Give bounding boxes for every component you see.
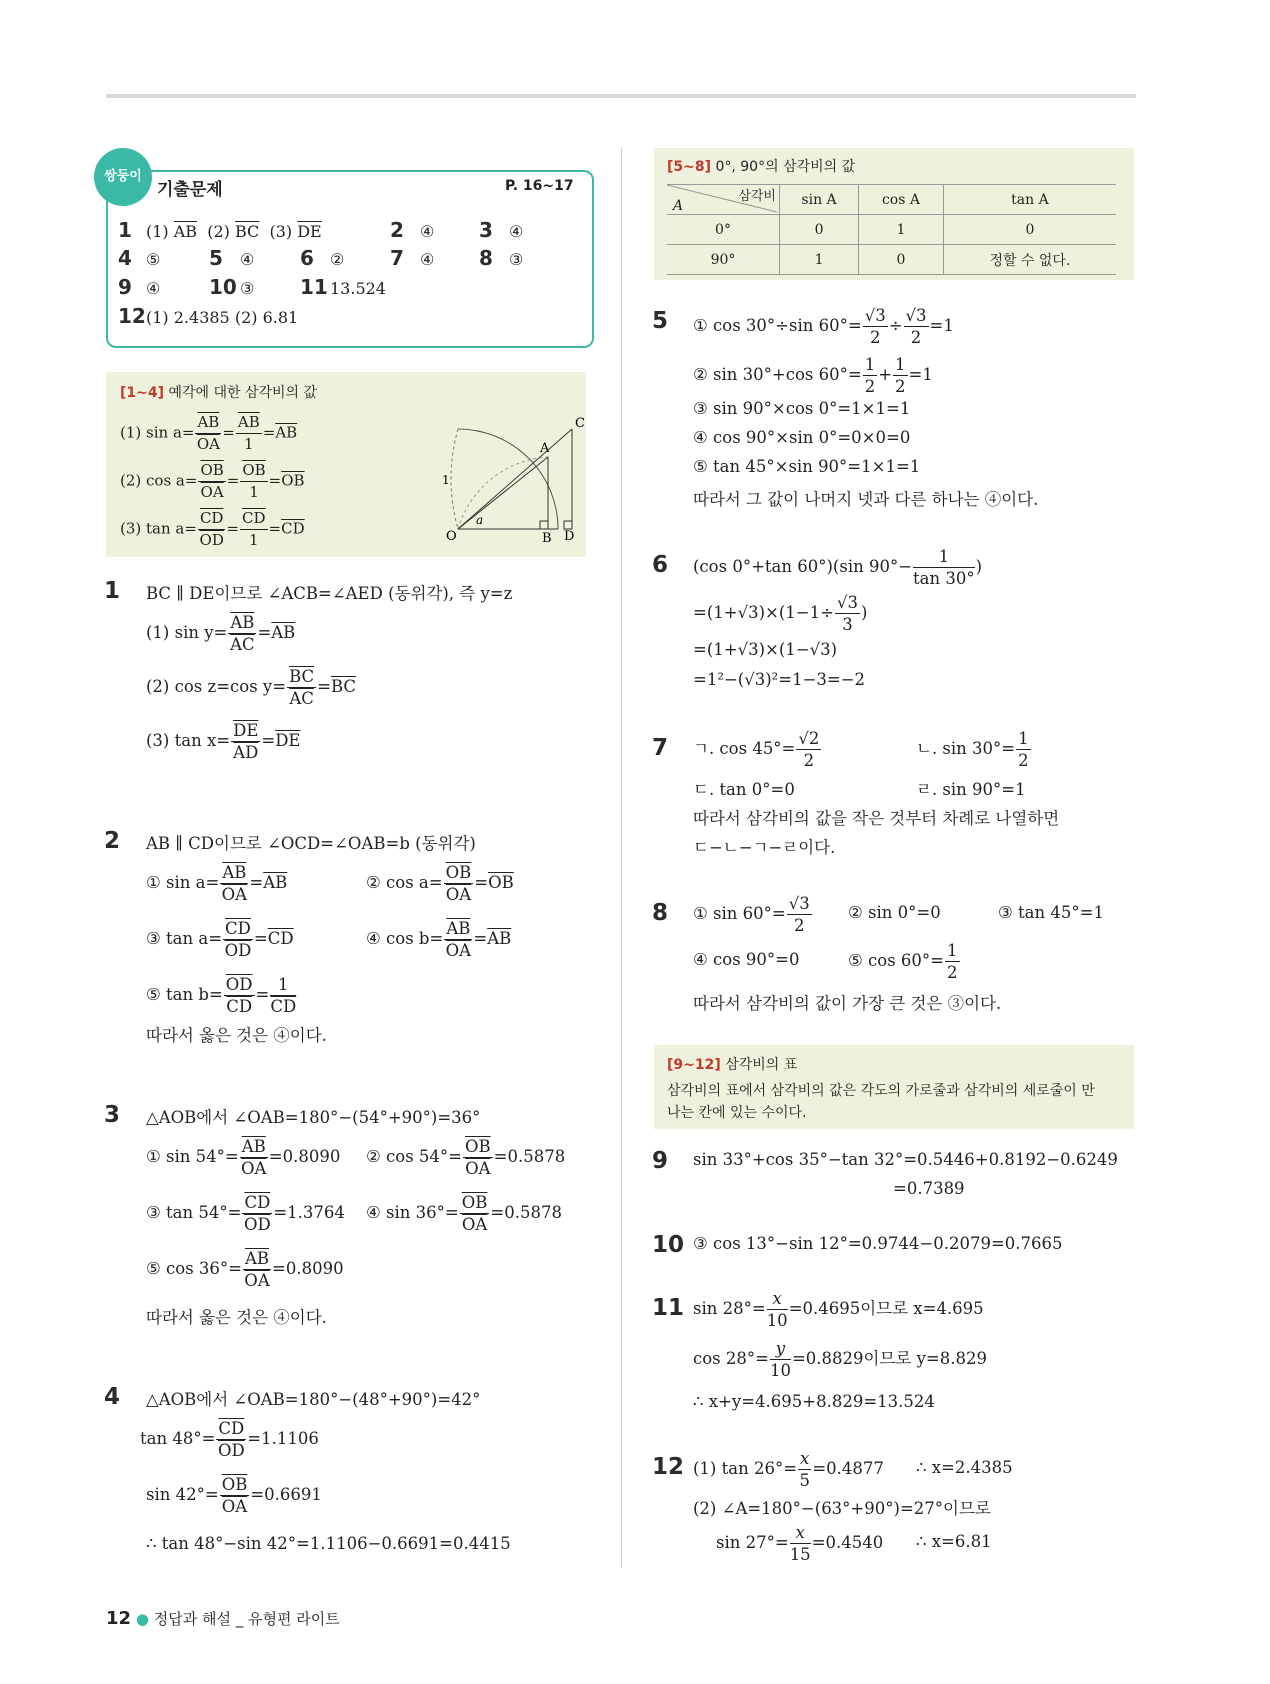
table-row: 0° 0 1 0: [667, 215, 1116, 245]
p3-a2: ② cos 54°= $\frac{\overline{OB}}{OA}$ =0.5878: [366, 1137, 566, 1178]
answer-val: ④: [146, 279, 161, 298]
p5-line1: ① cos 30°÷sin 60°= $\frac{√3}{2}$ ÷ $\frac{√3}{2}$ =1: [693, 306, 954, 347]
answer-val: ④: [509, 222, 524, 241]
problem-number: 3: [104, 1102, 121, 1128]
p6-line1: (cos 0°+tan 60°)(sin 90°− $\frac{1}{\tan 30^\circ}$ ): [693, 547, 983, 588]
fig-label: 1: [442, 473, 450, 487]
bullet-icon: ●: [135, 1610, 149, 1628]
unit-circle-figure: [440, 412, 585, 546]
table-header: sin A: [780, 185, 859, 215]
problem-number: 11: [652, 1295, 685, 1321]
sec14-line1: (1) sin a= $\frac{\overline{AB}}{OA}$ = $\frac{\overline{AB}}{1}$ $=\overline{AB}$: [120, 413, 298, 453]
p3-line0: △AOB에서 ∠OAB=180°−(54°+90°)=36°: [146, 1108, 481, 1127]
answer-num: 10: [209, 275, 237, 299]
p1-line0: BC ∥ DE이므로 ∠ACB=∠AED (동위각), 즉 y=z: [146, 584, 513, 603]
answer-val: ④: [240, 250, 255, 269]
p3-a4: ④ sin 36°= $\frac{\overline{OB}}{OA}$ =0.5878: [366, 1193, 562, 1234]
p7-conclusion2: ㄷ−ㄴ−ㄱ−ㄹ이다.: [693, 838, 836, 857]
p2-line0: AB ∥ CD이므로 ∠OCD=∠OAB=b (동위각): [146, 834, 476, 853]
problem-number: 6: [652, 552, 669, 578]
p6-line3: =(1+√3)×(1−√3): [693, 640, 838, 659]
p1-line2: (2) cos z=cos y= $\frac{\overline{BC}}{AC}$ $=\overline{BC}$: [146, 667, 357, 708]
p11-a1: sin 28°= $\frac{x}{10}$ =0.4695이므로 x=4.695: [693, 1289, 984, 1330]
p4-a2: sin 42°= $\frac{\overline{OB}}{OA}$ =0.6691: [146, 1475, 322, 1516]
answer-num: 1: [118, 218, 132, 242]
trig-table: [667, 184, 1116, 275]
answer-num: 11: [300, 275, 328, 299]
section-title: [5~8] 0°, 90°의 삼각비의 값: [667, 159, 856, 175]
top-rule: [106, 94, 1136, 98]
answer-val: ②: [330, 250, 345, 269]
answer-num: 5: [209, 246, 223, 270]
section-title: [9~12] 삼각비의 표: [667, 1057, 798, 1073]
section-title: [1~4] 예각에 대한 삼각비의 값: [120, 385, 318, 401]
table-row: 90° 1 0 정할 수 없다.: [667, 245, 1116, 275]
p3-conclusion: 따라서 옳은 것은 ④이다.: [146, 1308, 327, 1327]
answer-num: 7: [390, 246, 404, 270]
sec14-line2: (2) cos a= $\frac{\overline{OB}}{OA}$ = $\frac{\overline{OB}}{1}$ $=\overline{OB}$: [120, 461, 305, 501]
p3-a1: ① sin 54°= $\frac{\overline{AB}}{OA}$ =0.8090: [146, 1137, 341, 1178]
answer-num: 6: [300, 246, 314, 270]
problem-number: 2: [104, 828, 121, 854]
p7-a: ㄱ. cos 45°= $\frac{√2}{2}$: [693, 729, 820, 770]
column-divider: [621, 148, 622, 1568]
fig-label: D: [564, 529, 575, 544]
problem-number: 5: [652, 308, 669, 334]
p5-line5: ⑤ tan 45°×sin 90°=1×1=1: [693, 457, 921, 476]
fig-label: A: [540, 441, 550, 456]
problem-number: 4: [104, 1384, 121, 1410]
p11-conclusion: ∴ x+y=4.695+8.829=13.524: [693, 1392, 935, 1411]
section-desc: 나는 칸에 있는 수이다.: [667, 1105, 807, 1121]
p9-line1: sin 33°+cos 35°−tan 32°=0.5446+0.8192−0.6249: [693, 1150, 1118, 1169]
p5-line4: ④ cos 90°×sin 0°=0×0=0: [693, 428, 911, 447]
sec14-line3: (3) tan a= $\frac{\overline{CD}}{OD}$ = $\frac{\overline{CD}}{1}$ $=\overline{CD}$: [120, 509, 305, 549]
problem-number: 7: [652, 735, 669, 761]
problem-number: 8: [652, 900, 669, 926]
p8-a2: ② sin 0°=0: [848, 903, 941, 922]
p7-conclusion1: 따라서 삼각비의 값을 작은 것부터 차례로 나열하면: [693, 809, 1060, 828]
p12-r3: ∴ x=6.81: [916, 1532, 992, 1551]
answer-val: ④: [420, 222, 435, 241]
p7-c: ㄷ. tan 0°=0: [693, 780, 795, 799]
answer-num: 9: [118, 275, 132, 299]
p6-line2: =(1+√3)×(1−1÷ $\frac{√3}{3}$ ): [693, 593, 868, 634]
p4-line0: △AOB에서 ∠OAB=180°−(48°+90°)=42°: [146, 1390, 481, 1409]
p12-r1: ∴ x=2.4385: [916, 1458, 1013, 1477]
table-header: cos A: [859, 185, 944, 215]
footer-text: 정답과 해설 _ 유형편 라이트: [153, 1610, 340, 1628]
answer-val: (1) 2.4385 (2) 6.81: [146, 308, 299, 327]
answer-num: 4: [118, 246, 132, 270]
answer-val: ③: [240, 279, 255, 298]
answers-title: 기출문제: [157, 180, 223, 200]
p11-a2: cos 28°= $\frac{y}{10}$ =0.8829이므로 y=8.829: [693, 1339, 987, 1380]
p2-a1: ① sin a= $\frac{\overline{AB}}{OA}$ $=\overline{AB}$: [146, 863, 288, 904]
section-desc: 삼각비의 표에서 삼각비의 값은 각도의 가로줄과 삼각비의 세로줄이 만: [667, 1083, 1095, 1099]
answer-val: ⑤: [146, 250, 161, 269]
p4-a1: tan 48°= $\frac{\overline{CD}}{OD}$ =1.1106: [140, 1419, 319, 1460]
p2-conclusion: 따라서 옳은 것은 ④이다.: [146, 1026, 327, 1045]
p3-a3: ③ tan 54°= $\frac{\overline{CD}}{OD}$ =1.3764: [146, 1193, 345, 1234]
answer-num: 2: [390, 218, 404, 242]
p7-d: ㄹ. sin 90°=1: [916, 780, 1026, 799]
page-footer: [106, 1608, 340, 1629]
table-corner: 삼각비 A: [667, 185, 780, 215]
p8-conclusion: 따라서 삼각비의 값이 가장 큰 것은 ③이다.: [693, 994, 1002, 1013]
table-header: tan A: [943, 185, 1116, 215]
answer-val: ④: [420, 250, 435, 269]
fig-label: O: [446, 529, 457, 544]
problem-number: 1: [104, 578, 121, 604]
p3-a5: ⑤ cos 36°= $\frac{\overline{AB}}{OA}$ =0.8090: [146, 1249, 344, 1290]
answer-val: 13.524: [330, 279, 386, 298]
page-ref: P. 16~17: [505, 178, 574, 194]
page-number: 12: [106, 1608, 132, 1629]
p6-line4: =1²−(√3)²=1−3=−2: [693, 670, 866, 689]
p12-a3: sin 27°= $\frac{x}{15}$ =0.4540: [716, 1523, 884, 1564]
p1-line1: (1) sin y= $\frac{\overline{AB}}{AC}$ $=\overline{AB}$: [146, 613, 296, 654]
p2-a3: ③ tan a= $\frac{\overline{CD}}{OD}$ $=\overline{CD}$: [146, 919, 294, 960]
answer-val: ③: [509, 250, 524, 269]
answer-num: 12: [118, 304, 146, 328]
p5-line3: ③ sin 90°×cos 0°=1×1=1: [693, 399, 911, 418]
problem-number: 10: [652, 1232, 685, 1258]
problem-number: 12: [652, 1454, 685, 1480]
answer-num: 8: [479, 246, 493, 270]
p12-a2: (2) ∠A=180°−(63°+90°)=27°이므로: [693, 1499, 991, 1518]
p2-a2: ② cos a= $\frac{\overline{OB}}{OA}$ $=\overline{OB}$: [366, 863, 514, 904]
p8-a4: ④ cos 90°=0: [693, 950, 800, 969]
p5-line2: ② sin 30°+cos 60°= $\frac{1}{2}$ + $\frac{1}{2}$ =1: [693, 355, 933, 396]
badge: 쌍둥이: [94, 148, 152, 206]
fig-label: C: [575, 416, 585, 431]
fig-label: B: [542, 531, 552, 546]
p5-conclusion: 따라서 그 값이 나머지 넷과 다른 하나는 ④이다.: [693, 490, 1039, 509]
p2-a5: ⑤ tan b= $\frac{\overline{OD}}{CD}$ = $\frac{1}{CD}$: [146, 975, 297, 1016]
p10-line1: ③ cos 13°−sin 12°=0.9744−0.2079=0.7665: [693, 1234, 1063, 1253]
fig-label: a: [476, 513, 484, 527]
p4-conclusion: ∴ tan 48°−sin 42°=1.1106−0.6691=0.4415: [146, 1534, 511, 1553]
answer-num: 3: [479, 218, 493, 242]
p8-a3: ③ tan 45°=1: [998, 903, 1104, 922]
problem-number: 9: [652, 1148, 669, 1174]
p12-a1: (1) tan 26°= $\frac{x}{5}$ =0.4877: [693, 1449, 884, 1490]
p2-a4: ④ cos b= $\frac{\overline{AB}}{OA}$ $=\overline{AB}$: [366, 919, 512, 960]
p7-b: ㄴ. sin 30°= $\frac{1}{2}$: [916, 729, 1029, 770]
p1-line3: (3) tan x= $\frac{\overline{DE}}{AD}$ $=\overline{DE}$: [146, 721, 301, 762]
p8-a5: ⑤ cos 60°= $\frac{1}{2}$: [848, 941, 958, 982]
p8-a1: ① sin 60°= $\frac{√3}{2}$: [693, 894, 810, 935]
answer-val: (1) $\overline{AB}$ (2) $\overline{BC}$ (3) $\overline{DE}$: [146, 222, 322, 241]
p9-line2: =0.7389: [893, 1179, 965, 1198]
